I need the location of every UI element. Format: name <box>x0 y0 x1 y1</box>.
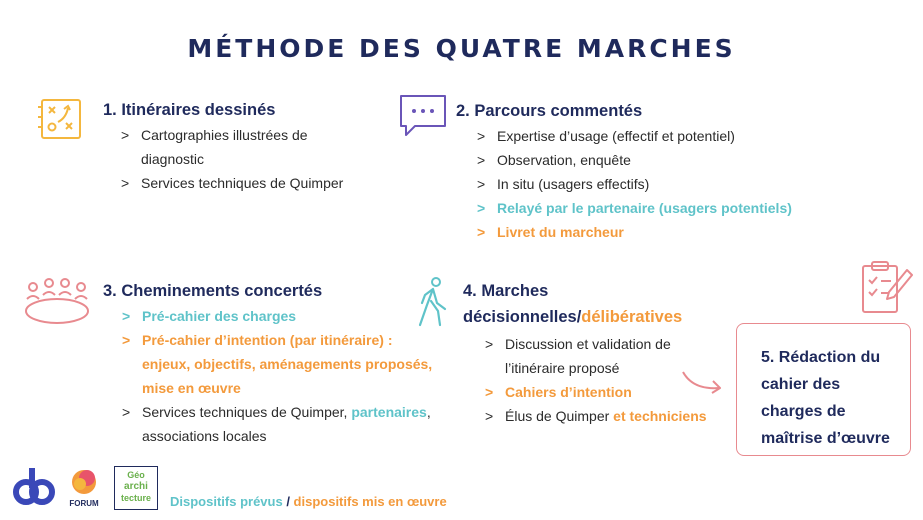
list-item: > Pré-cahier d’intention (par itinéraire) : enjeux, objectifs, aménagements proposés, mise en œuvre <box>120 328 433 400</box>
forum-vies-mobiles-logo <box>63 466 105 510</box>
item-text: Services techniques de Quimper, <box>142 404 348 420</box>
sb-logo <box>12 466 56 515</box>
section-5-text: 5. Rédaction du cahier des charges de maîtrise d’œuvre <box>761 349 890 447</box>
clipboard-pencil-icon <box>859 258 915 323</box>
list-item: > Pré-cahier des charges <box>120 304 433 328</box>
heading-part-orange: délibératives <box>581 308 683 326</box>
list-item: > Expertise d’usage (effectif et potentiel) <box>475 124 836 148</box>
section-redaction-box <box>736 323 911 456</box>
strategy-board-icon <box>38 97 84 146</box>
section-2-heading: 2. Parcours commentés <box>456 102 643 120</box>
forum-logo-text: FORUM <box>69 499 99 508</box>
list-item: > Observation, enquête <box>475 148 836 172</box>
logo-geo-text: Géo <box>127 470 145 480</box>
list-item: > Services techniques de Quimper <box>119 171 363 195</box>
item-text: , associations locales <box>142 404 431 444</box>
list-item: > Discussion et validation de l’itinéraire proposé <box>483 332 713 380</box>
speech-bubble-icon <box>398 93 448 144</box>
item-text: Élus de Quimper <box>505 408 614 424</box>
legend-planned: Dispositifs prévus <box>170 494 283 509</box>
section-4-heading <box>463 278 713 330</box>
list-item <box>120 400 433 448</box>
list-item: > Relayé par le partenaire (usagers potentiels) <box>475 196 836 220</box>
legend-implemented: dispositifs mis en œuvre <box>293 494 447 509</box>
walking-person-icon <box>416 276 452 333</box>
logo-archi-text: archi <box>124 481 148 492</box>
page-title: MÉTHODE DES QUATRE MARCHES <box>187 34 736 63</box>
legend <box>170 494 447 509</box>
list-item <box>483 404 713 428</box>
section-cheminements <box>103 278 433 448</box>
techniciens-text: et techniciens <box>613 408 707 424</box>
list-item: > Cartographies illustrées de diagnostic <box>119 123 363 171</box>
meeting-table-icon <box>24 275 90 332</box>
logo-tecture-text: tecture <box>120 493 151 503</box>
list-item: > In situ (usagers effectifs) <box>475 172 836 196</box>
section-1-heading: 1. Itinéraires dessinés <box>103 101 276 119</box>
section-marches <box>463 278 713 428</box>
list-item: > Livret du marcheur <box>475 220 836 244</box>
partenaires-text: partenaires <box>351 404 427 420</box>
curved-arrow-icon <box>680 368 724 403</box>
section-itineraires <box>103 97 363 195</box>
section-3-heading: 3. Cheminements concertés <box>103 282 323 300</box>
heading-part: 4. Marches <box>463 282 549 300</box>
institut-geo-architecture-logo <box>114 466 158 510</box>
list-item: > Cahiers d’intention <box>483 380 713 404</box>
heading-part: décisionnelles/ <box>463 308 582 326</box>
legend-separator: / <box>282 494 294 509</box>
section-parcours <box>456 98 836 244</box>
